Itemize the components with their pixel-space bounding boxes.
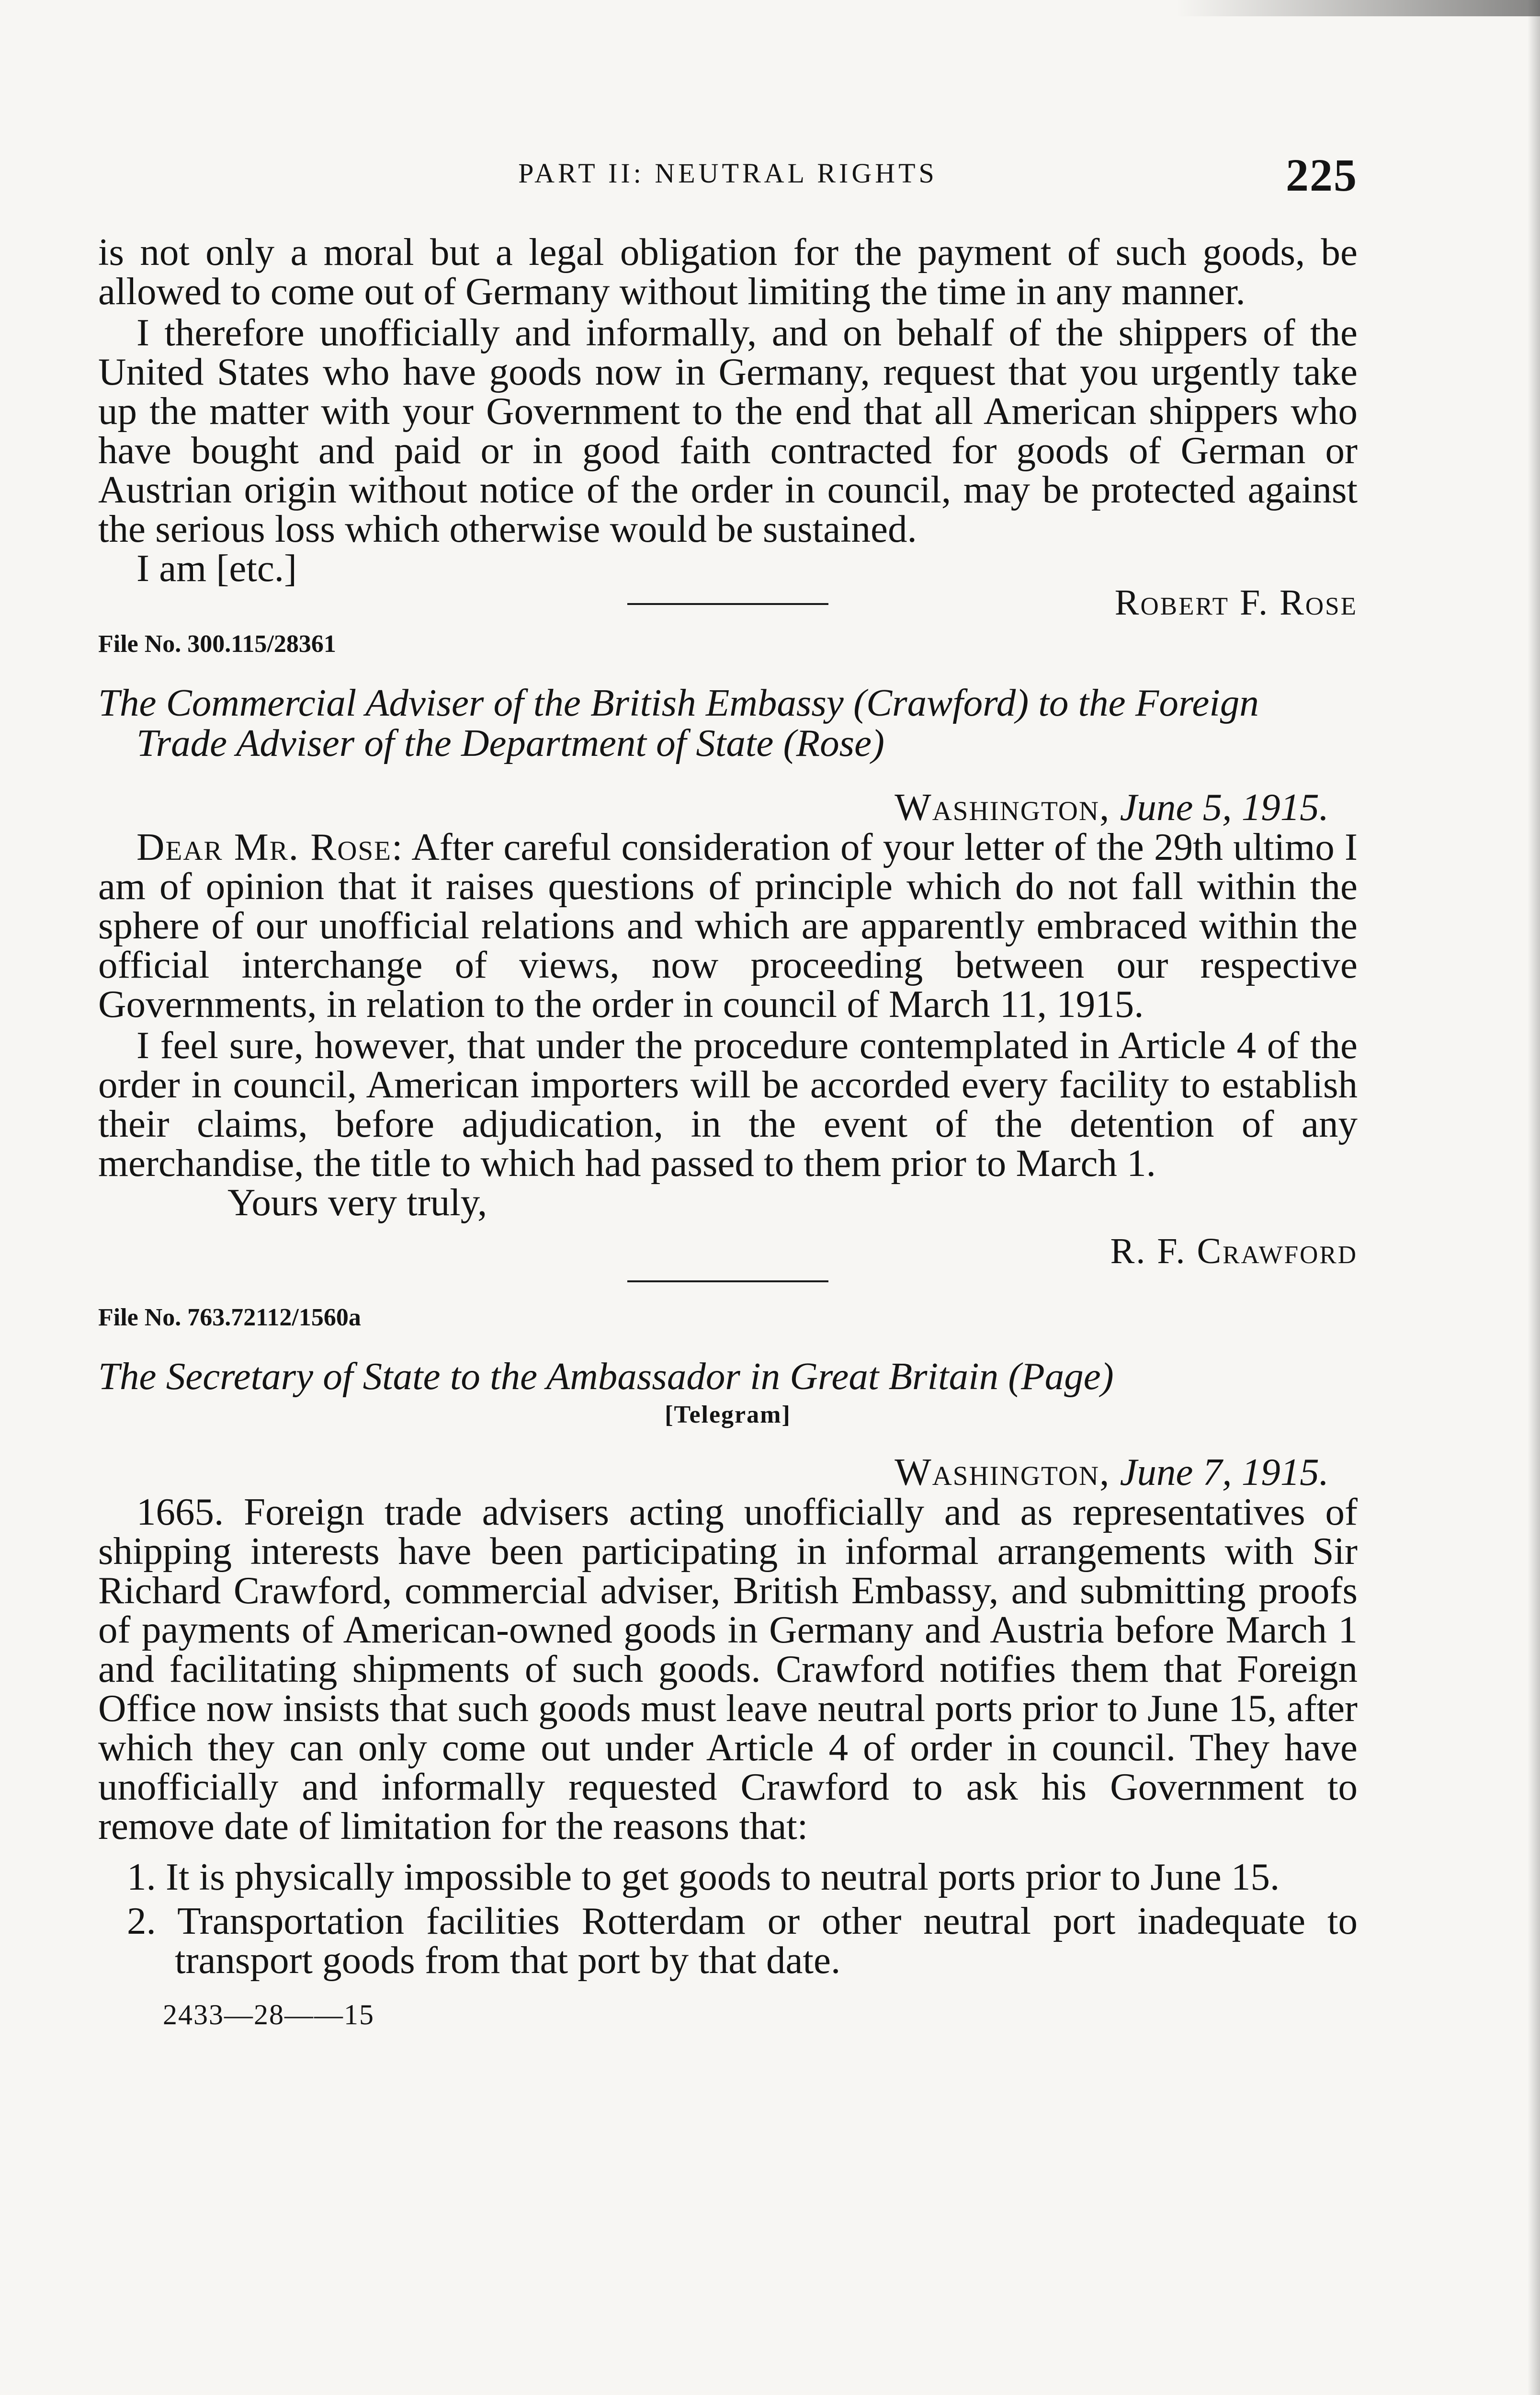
request-paragraph: I therefore unofficially and informally, and on behalf of the shippers of the United States who have goods now in Germany, request that you urgently take up the matter with your Government to the end that all American shippers who have bought and paid or in good faith contracted for goods of German or Austrian origin without notice of the order in council, may be protected against the serious loss which otherwise would be sustained. xyxy=(98,311,1358,550)
section-divider xyxy=(627,1280,828,1282)
page-number: 225 xyxy=(1286,149,1358,201)
file-number: File No. 300.115/28361 xyxy=(98,630,336,658)
closing-line: Yours very truly, xyxy=(227,1181,487,1224)
signature-rose: Robert F. Rose xyxy=(1114,582,1358,623)
closing-line: I am [etc.] xyxy=(136,547,297,590)
document-title: The Commercial Adviser of the British Embassy (Crawford) to the Foreign Trade Adviser of the Department of State (Rose) xyxy=(98,681,1259,764)
letter-paragraph-2: I feel sure, however, that under the procedure contemplated in Article 4 of the order in council, American importers will be accorded every facility to establish their claims, before adjudication, in the event of the detention of any merchandise, the title to which had passed to them prior to March 1. xyxy=(98,1024,1358,1185)
scan-shadow-side xyxy=(1528,0,1540,2395)
section-divider xyxy=(627,603,828,605)
document-title: The Secretary of State to the Ambassador in Great Britain (Page) xyxy=(98,1355,1114,1398)
dateline-place: Washington, xyxy=(895,786,1110,829)
letter-paragraph-text: After careful consideration of your letter of the 29th ultimo I am of opinion that it raises questions of principle which do not fall within the sphere of our unofficial relations and which are apparently embraced within the official interchange of views, now proceeding between our respective Governments, in relation to the order in council of March 11, 1915. xyxy=(98,825,1358,1026)
list-item: 1. It is physically impossible to get goods to neutral ports prior to June 15. xyxy=(127,1855,1280,1898)
dateline xyxy=(98,787,1358,827)
running-head: PART II: NEUTRAL RIGHTS xyxy=(518,158,938,189)
dateline xyxy=(98,1452,1358,1492)
signature-mark: 2433—28——15 xyxy=(163,1999,374,2030)
dateline-date: June 7, 1915. xyxy=(1120,1450,1329,1494)
telegram-paragraph: 1665. Foreign trade advisers acting unofficially and as representatives of shipping interests have been participating in informal arrangements with Sir Richard Crawford, commercial adviser, British Embassy, and submitting proofs of payments of American-owned goods in Germany and Austria before March 1 and facilitating shipments of such goods. Crawford notifies them that Foreign Office now insists that such goods must leave neutral ports prior to June 15, after which they can only come out under Article 4 of order in council. They have unofficially and informally requested Crawford to ask his Government to remove date of limitation for the reasons that: xyxy=(98,1490,1358,1848)
letter-paragraph xyxy=(98,827,1358,1024)
continuation-paragraph: is not only a moral but a legal obligation for the payment of such goods, be allowed to come out of Germany without limiting the time in any manner. xyxy=(98,230,1358,313)
dateline-place: Washington, xyxy=(895,1450,1110,1494)
dateline-date: June 5, 1915. xyxy=(1120,786,1329,829)
signature-crawford: R. F. Crawford xyxy=(1110,1231,1358,1271)
scan-shadow-top xyxy=(1176,0,1540,16)
list-item: 2. Transportation facilities Rotterdam or other neutral port inadequate to transport goods from that port by that date. xyxy=(127,1899,1358,1982)
text-column xyxy=(98,232,1358,2030)
telegram-label: [Telegram] xyxy=(665,1401,791,1428)
page-header xyxy=(98,148,1358,206)
salutation: Dear Mr. Rose: xyxy=(136,825,404,868)
file-number: File No. 763.72112/1560a xyxy=(98,1304,361,1331)
